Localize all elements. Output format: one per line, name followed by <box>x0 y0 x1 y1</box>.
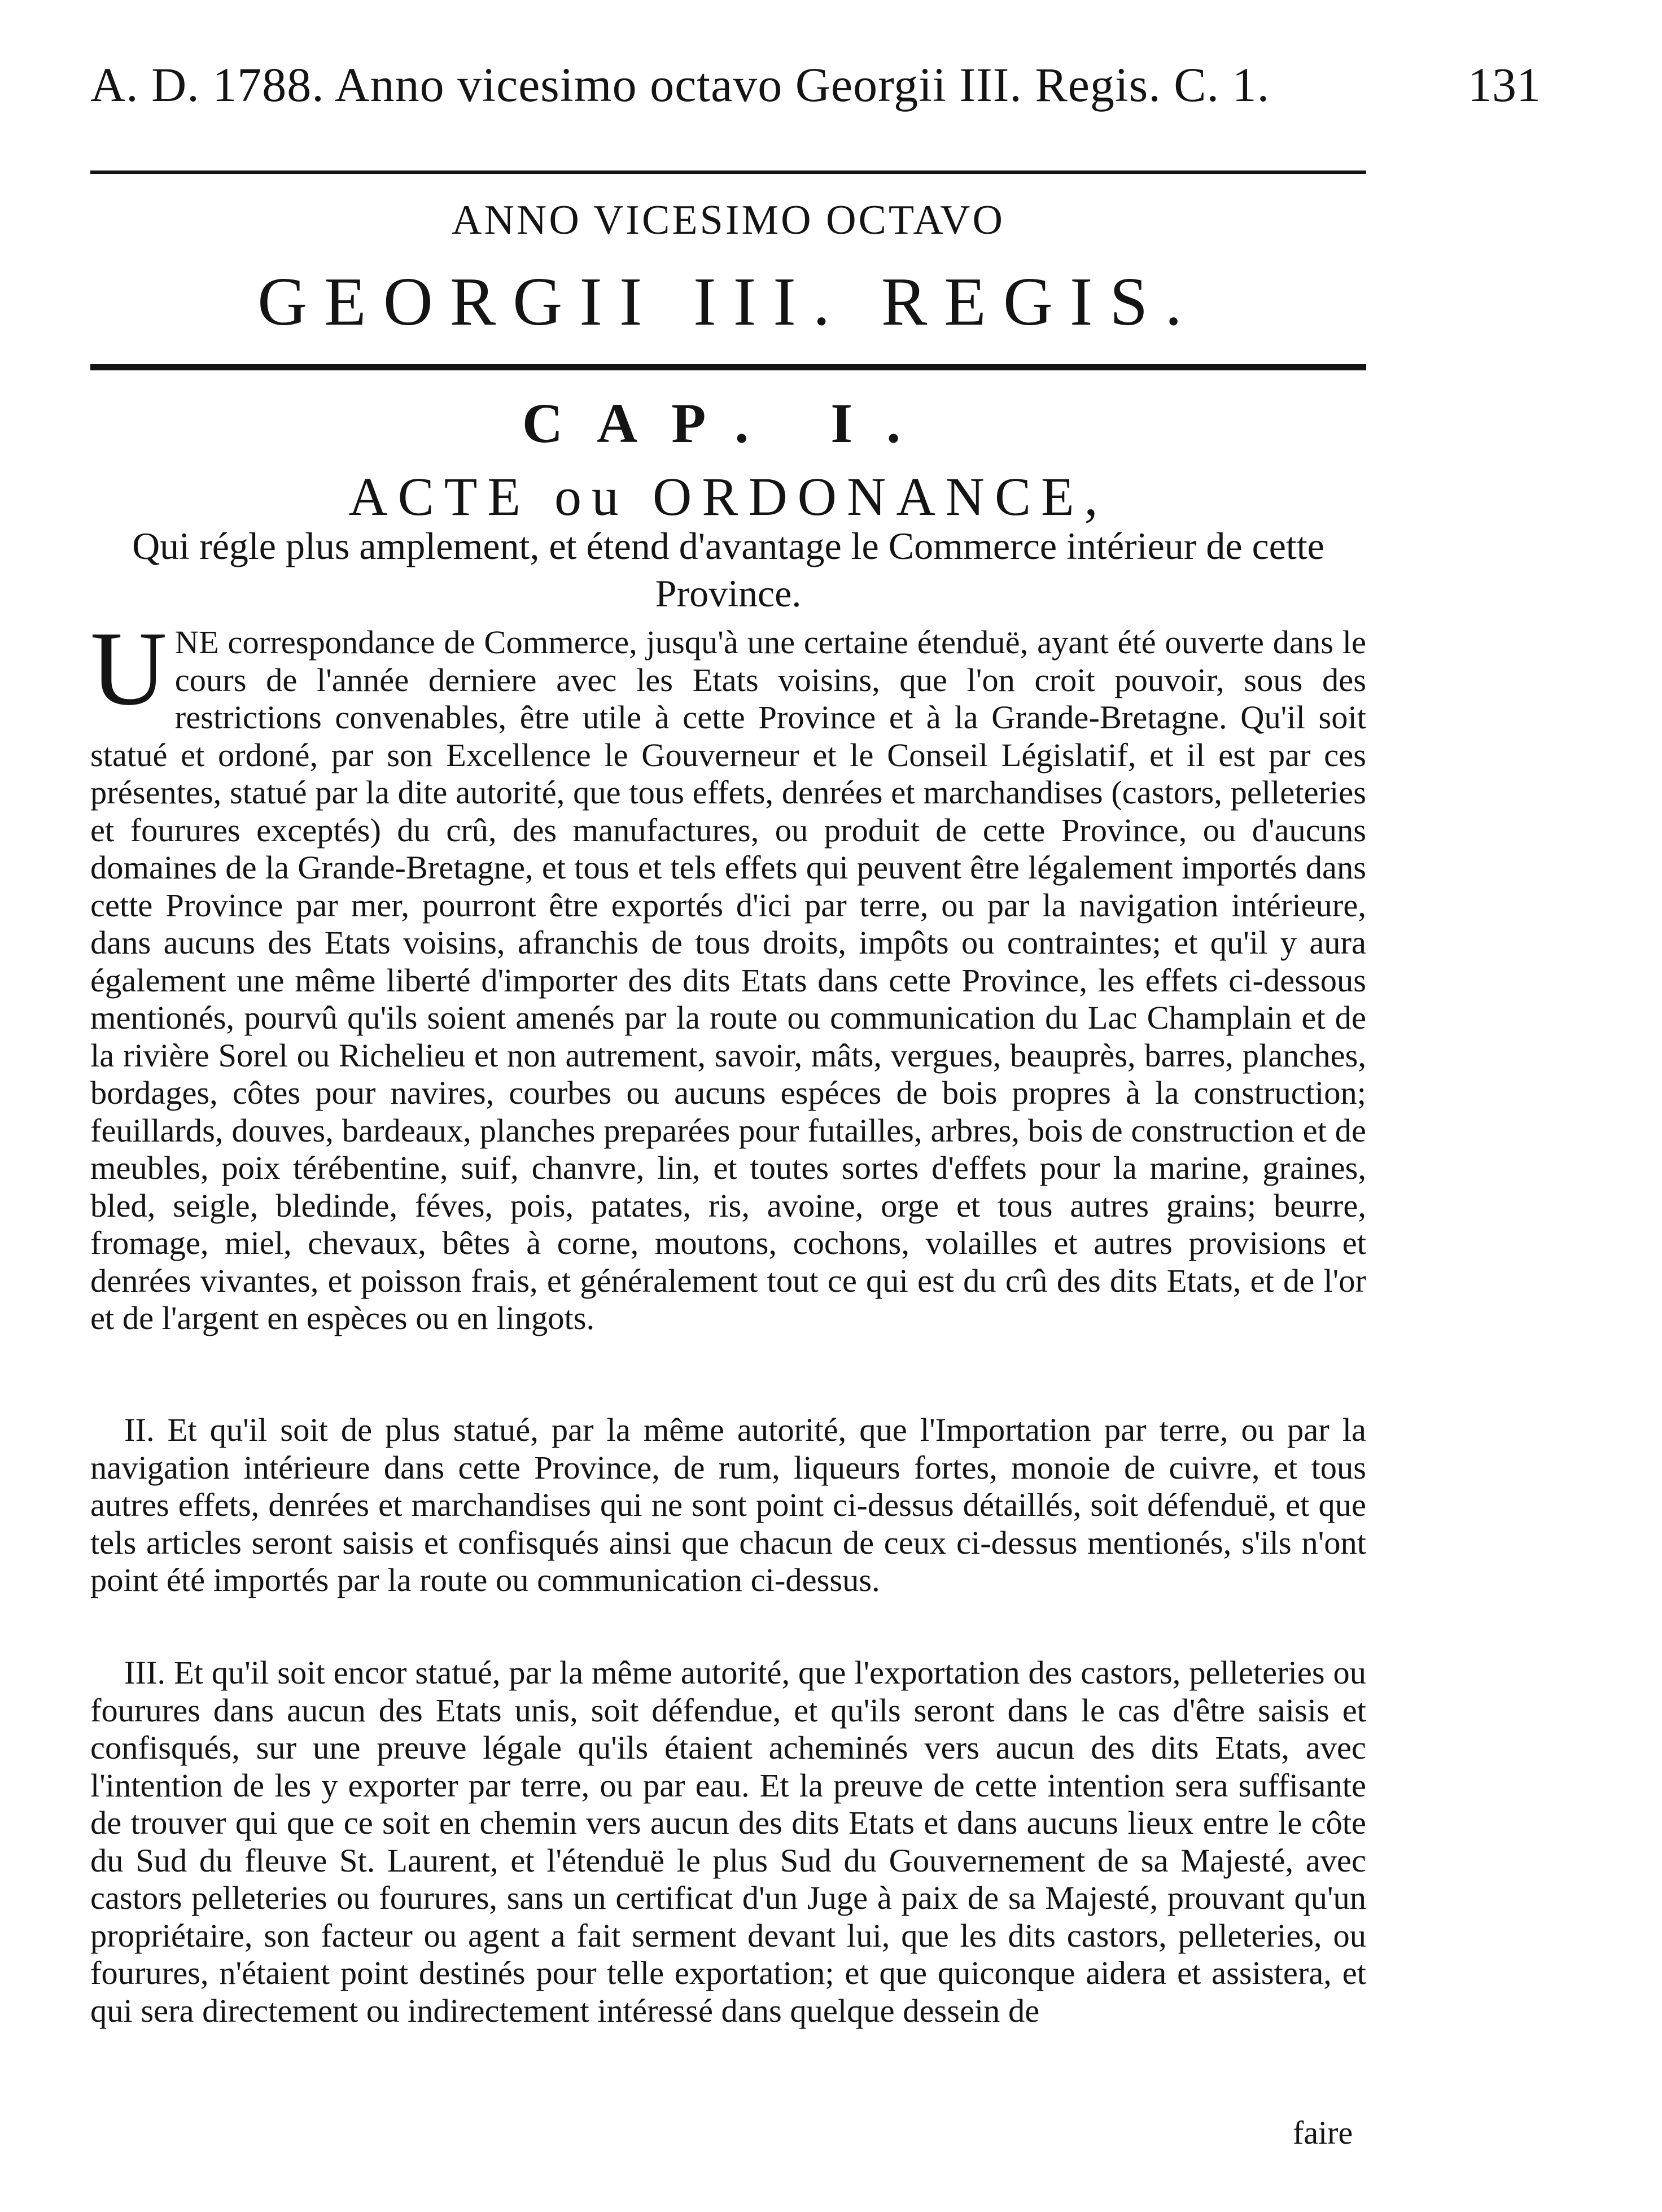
paragraph-1 <box>90 609 1366 1337</box>
chapter-heading: CAP. I. <box>522 392 935 454</box>
regnal-king-line: GEORGII III. REGIS. <box>257 264 1199 340</box>
paragraph-1-text: NE correspondance de Commerce, jusqu'à une certaine étenduë, ayant été ouverte dans le cours de l'année derniere avec les Etats voisins, que l'on croit pouvoir, sous des restrictions convenables, être utile à cette Province et à la Grande-Bretagne. Qu'il soit statué et ordoné, par son Excellence le Gouverneur et le Conseil Législatif, et il est par ces présentes, statué par la dite autorité, que tous effets, denrées et marchandises (castors, pelleteries et fourures exceptés) du crû, des manufactures, ou produit de cette Province, ou d'aucuns domaines de la Grande-Bretagne, et tous et tels effets qui peuvent être légalement importés dans cette Province par mer, pourront être exportés d'ici par terre, ou par la navigation intérieure, dans aucuns des Etats voisins, afranchis de tous droits, impôts ou contraintes; et qu'il y aura également une même liberté d'importer des dits Etats dans cette Province, les effets ci-dessous mentionés, pourvû qu'ils soient amenés par la route ou communication du Lac Champlain et de la rivière Sorel ou Richelieu et non autrement, savoir, mâts, vergues, beauprès, barres, planches, bordages, côtes pour navires, courbes ou aucuns espéces de bois propres à la construction; feuillards, douves, bardeaux, planches preparées pour futailles, arbres, bois de construction et de meubles, poix térébentine, suif, chanvre, lin, et toutes sortes d'effets pour la marine, graines, bled, seigle, bledinde, féves, pois, patates, ris, avoine, orge et tous autres grains; beurre, fromage, miel, chevaux, bêtes à corne, moutons, cochons, volailles et autres provisions et denrées vivantes, et poisson frais, et généralement tout ce qui est du crû des dits Etats, et de l'or et de l'argent en espèces ou en lingots. <box>90 624 1366 1336</box>
regnal-year-line: ANNO VICESIMO OCTAVO <box>452 197 1005 243</box>
paragraph-3: III. Et qu'il soit encor statué, par la même autorité, que l'exportation des castors, pelleteries ou fourures dans aucun des Etats unis, soit défendue, et qu'ils seront dans le cas d'être saisis et confisqués, sur une preuve légale qu'ils étaient acheminés vers aucun des dits Etats, avec l'intention de les y exporter par terre, ou par eau. Et la preuve de cette intention sera suffisante de trouver qui que ce soit en chemin vers aucun des dits Etats et dans aucuns lieux entre le côte du Sud du fleuve St. Laurent, et l'étenduë le plus Sud du Gouvernement de sa Majesté, avec castors pelleteries ou fourures, sans un certificat d'un Juge à paix de sa Majesté, prouvant qu'un propriétaire, son facteur ou agent a fait serment devant lui, que les dits castors, pelleteries, ou fourures, n'étaient point destinés pour telle exportation; et que quiconque aidera et assistera, et qui sera directement ou indirectement intéressé dans quelque dessein de <box>90 1654 1366 2029</box>
drop-cap: U <box>90 609 167 727</box>
header-rule <box>90 171 1366 174</box>
catchword: faire <box>1293 2114 1353 2151</box>
paragraph-2: II. Et qu'il soit de plus statué, par la même autorité, que l'Importation par terre, ou par la navigation intérieure dans cette Province, de rum, liqueurs fortes, monoie de cuivre, et tous autres effets, denrées et marchandises qui ne sont point ci-dessus détaillés, soit défenduë, et que tels articles seront saisis et confisqués ainsi que chacun de ceux ci-dessus mentionés, s'ils n'ont point été importés par la route ou communication ci-dessus. <box>90 1411 1366 1598</box>
page-number: 131 <box>1468 58 1541 112</box>
act-title: ACTE ou ORDONANCE, <box>348 466 1108 527</box>
running-head: A. D. 1788. Anno vicesimo octavo Georgii III. Regis. C. 1. <box>90 58 1270 112</box>
act-subtitle: Qui régle plus amplement, et étend d'avantage le Commerce intérieur de cette Province. <box>132 524 1324 615</box>
section-rule <box>90 364 1366 370</box>
